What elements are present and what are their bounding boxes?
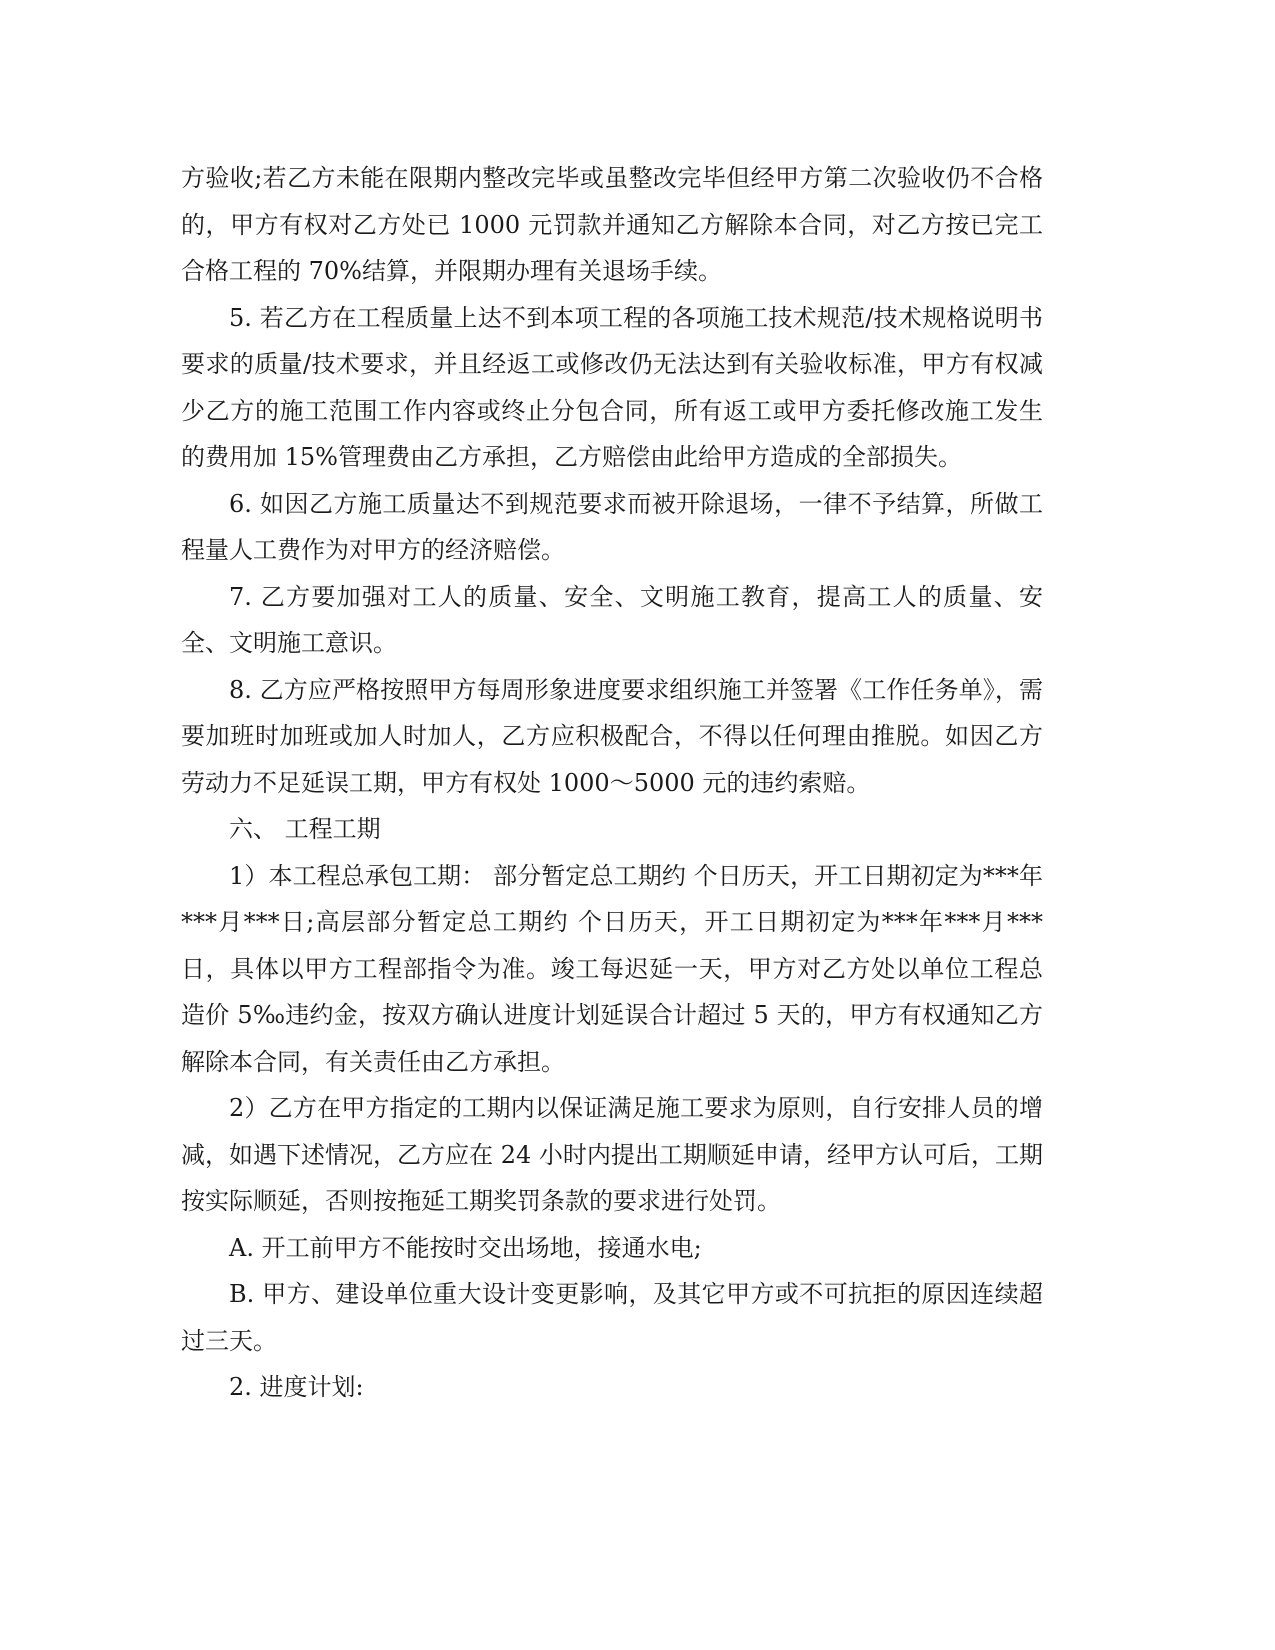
- paragraph-clause-5: 5. 若乙方在工程质量上达不到本项工程的各项施工技术规范/技术规格说明书要求的质量/技术要求，并且经返工或修改仍无法达到有关验收标准，甲方有权减少乙方的施工范围工作内容或终止分包合同，所有返工或甲方委托修改施工发生的费用加 15%管理费由乙方承担，乙方赔偿由此给甲方造成的全部损失。: [181, 303, 1043, 471]
- paragraph-item-b: B. 甲方、建设单位重大设计变更影响，及其它甲方或不可抗拒的原因连续超过三天。: [181, 1280, 1043, 1355]
- paragraph-clause-7: 7. 乙方要加强对工人的质量、安全、文明施工教育，提高工人的质量、安全、文明施工意识。: [181, 582, 1043, 657]
- paragraph-item-2: 2）乙方在甲方指定的工期内以保证满足施工要求为原则，自行安排人员的增减，如遇下述情况，乙方应在 24 小时内提出工期顺延申请，经甲方认可后，工期按实际顺延，否则按拖延工期奖罚条款的要求进行处罚。: [181, 1094, 1043, 1215]
- paragraph-item-1: 1）本工程总承包工期： 部分暂定总工期约 个日历天，开工日期初定为***年***月***日;高层部分暂定总工期约 个日历天，开工日期初定为***年***月***日，具体以甲方工程部指令为准。竣工每迟延一天，甲方对乙方处以单位工程总造价 5‰违约金，按双方确认进度计划延误合计超过 5 天的，甲方有权通知乙方解除本合同，有关责任由乙方承担。: [181, 861, 1043, 1076]
- paragraph-progress-plan: 2. 进度计划:: [229, 1373, 364, 1401]
- paragraph-item-a: A. 开工前甲方不能按时交出场地，接通水电;: [229, 1233, 702, 1262]
- paragraph-continuation: 方验收;若乙方未能在限期内整改完毕或虽整改完毕但经甲方第二次验收仍不合格的，甲方有权对乙方处已 1000 元罚款并通知乙方解除本合同，对乙方按已完工合格工程的 70%结算，并限期办理有关退场手续。: [181, 164, 1043, 285]
- document-body: [181, 155, 1043, 1411]
- section-heading-schedule: 六、 工程工期: [229, 815, 381, 843]
- paragraph-clause-8: 8. 乙方应严格按照甲方每周形象进度要求组织施工并签署《工作任务单》，需要加班时加班或加人时加人，乙方应积极配合，不得以任何理由推脱。如因乙方劳动力不足延误工期，甲方有权处 1000～5000 元的违约索赔。: [181, 675, 1043, 797]
- paragraph-clause-6: 6. 如因乙方施工质量达不到规范要求而被开除退场，一律不予结算，所做工程量人工费作为对甲方的经济赔偿。: [181, 489, 1043, 564]
